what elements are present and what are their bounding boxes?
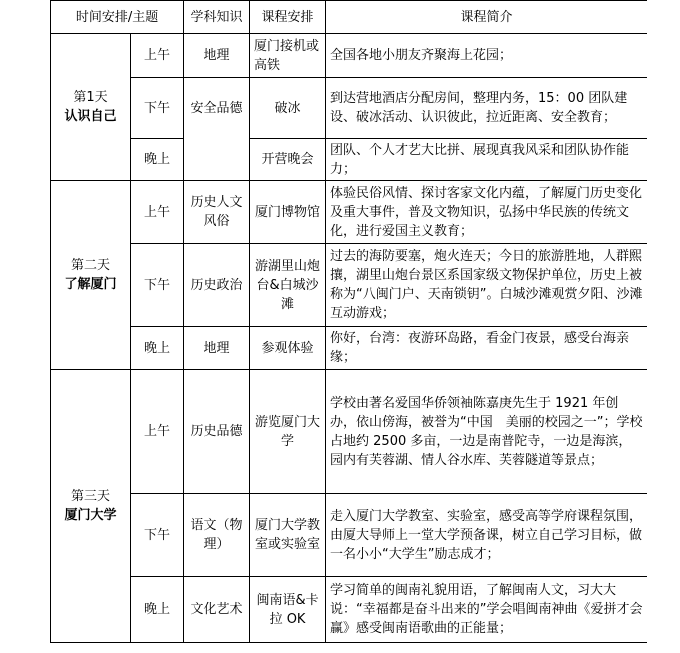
time-cell: 下午 (131, 78, 184, 139)
header-intro: 课程简介 (326, 1, 647, 34)
course-cell: 参观体验 (250, 327, 326, 370)
table-row (51, 181, 648, 244)
intro-cell: 过去的海防要塞，炮火连天；今日的旅游胜地，人群熙攘，湖里山炮台景区系国家级文物保护单位，历史上被称为“八闽门户、天南锁钥”。白城沙滩观赏夕阳、沙滩互动游戏； (326, 244, 647, 327)
table-row (51, 494, 648, 577)
table-row (51, 244, 648, 327)
course-cell: 游湖里山炮台&白城沙滩 (250, 244, 326, 327)
time-cell: 上午 (131, 34, 184, 78)
subject-cell: 文化艺术 (184, 577, 250, 643)
course-cell: 游览厦门大学 (250, 370, 326, 494)
time-cell: 下午 (131, 244, 184, 327)
table-row (51, 34, 648, 78)
time-cell: 晚上 (131, 327, 184, 370)
intro-cell: 到达营地酒店分配房间，整理内务，15：00 团队建设、破冰活动、认识彼此，拉近距离、安全教育； (326, 78, 647, 139)
day-theme: 厦门大学 (64, 508, 117, 523)
intro-cell: 全国各地小朋友齐聚海上花园； (326, 34, 647, 78)
header-course: 课程安排 (250, 1, 326, 34)
time-cell: 晚上 (131, 577, 184, 643)
intro-cell: 体验民俗风情、探讨客家文化内蕴，了解厦门历史变化及重大事件，普及文物知识，弘扬中华民族的传统文化，进行爱国主义教育； (326, 181, 647, 244)
course-cell: 厦门大学教室或实验室 (250, 494, 326, 577)
time-cell: 上午 (131, 181, 184, 244)
subject-cell: 地理 (184, 327, 250, 370)
intro-cell: 学校由著名爱国华侨领袖陈嘉庚先生于 1921 年创办，依山傍海，被誉为“中国 美丽的校园之一”；学校占地约 2500 多亩，一边是南普陀寺，一边是海滨，园内有芙蓉湖、情人谷水库、芙蓉隧道等景点； (326, 370, 647, 494)
table-row (51, 78, 648, 139)
header-time-theme: 时间安排/主题 (51, 1, 184, 34)
day-cell (51, 370, 131, 643)
day-label: 第1天 (73, 90, 108, 105)
course-cell: 闽南语&卡拉 OK (250, 577, 326, 643)
table-row (51, 327, 648, 370)
time-cell: 上午 (131, 370, 184, 494)
subject-cell: 历史人文风俗 (184, 181, 250, 244)
time-cell: 下午 (131, 494, 184, 577)
table-header-row (51, 1, 648, 34)
intro-cell: 团队、个人才艺大比拼、展现真我风采和团队协作能力； (326, 139, 647, 181)
time-cell: 晚上 (131, 139, 184, 181)
day-theme: 了解厦门 (64, 277, 117, 292)
day-cell (51, 181, 131, 370)
course-cell: 开营晚会 (250, 139, 326, 181)
day-label: 第三天 (70, 489, 110, 504)
subject-cell: 语文（物理） (184, 494, 250, 577)
header-subject: 学科知识 (184, 1, 250, 34)
course-cell: 厦门博物馆 (250, 181, 326, 244)
subject-cell: 历史品德 (184, 370, 250, 494)
intro-cell: 走入厦门大学教室、实验室，感受高等学府课程氛围，由厦大导师上一堂大学预备课，树立自己学习目标，做一名小小“大学生”励志成才； (326, 494, 647, 577)
day-theme: 认识自己 (64, 109, 117, 124)
intro-cell: 学习简单的闽南礼貌用语，了解闽南人文，习大大说：“幸福都是奋斗出来的”学会唱闽南神曲《爱拼才会赢》感受闽南语歌曲的正能量； (326, 577, 647, 643)
intro-cell: 你好，台湾：夜游环岛路，看金门夜景，感受台海亲缘； (326, 327, 647, 370)
table-row (51, 139, 648, 181)
subject-cell: 历史政治 (184, 244, 250, 327)
course-cell: 破冰 (250, 78, 326, 139)
subject-cell: 地理 (184, 34, 250, 78)
subject-cell: 安全品德 (184, 78, 250, 181)
table-row (51, 370, 648, 494)
course-schedule-table (50, 0, 647, 643)
course-cell: 厦门接机或高铁 (250, 34, 326, 78)
table-row (51, 577, 648, 643)
day-label: 第二天 (70, 258, 110, 273)
course-schedule-page (50, 0, 647, 653)
day-cell (51, 34, 131, 181)
